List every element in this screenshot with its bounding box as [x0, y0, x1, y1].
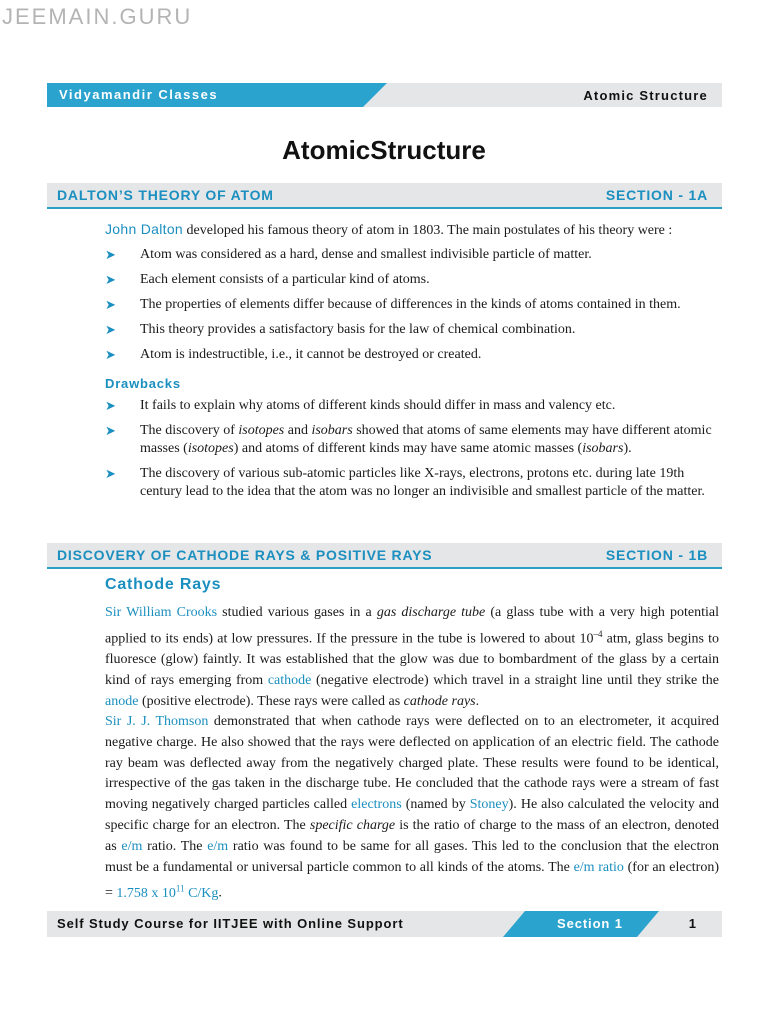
drawbacks-heading: Drawbacks: [105, 376, 181, 391]
postulates-list: [105, 246, 721, 364]
section-header-1a: [47, 183, 722, 209]
list-item-text: The discovery of various sub-atomic particles like X-rays, electrons, protons etc. during late 19th century lead to the idea that the atom was no longer an indivisible and smallest particle of the matter.: [140, 466, 705, 499]
highlight-name: Sir J. J. Thomson: [105, 714, 209, 729]
footer-course: Self Study Course for IITJEE with Online Support: [57, 916, 404, 931]
highlight-term: cathode: [267, 673, 312, 689]
list-item: [105, 346, 721, 364]
section-title: DALTON’S THEORY OF ATOM: [57, 187, 274, 203]
list-item-text: This theory provides a satisfactory basis for the law of chemical combination.: [140, 322, 576, 337]
header-topic: Atomic Structure: [583, 88, 708, 103]
page-number: 1: [688, 916, 696, 931]
section-code: SECTION - 1A: [605, 187, 708, 203]
footer-section: Section 1: [557, 916, 623, 931]
header-institute: Vidyamandir Classes: [59, 87, 219, 102]
crooks-paragraph: Sir William Crooks studied various gases in a gas discharge tube (a glass tube with a very high potential applied to its ends) at low pressures. If the pressure in the tube is lowered to about $10^{-4}$ atm, glass begins to fluoresce (glow) faintly. It was established that the glow was due to bombardment of the glass by a certain kind of rays emerging from cathode (negative electrode) which travel in a straight line until they strike the anode (positive electrode). These rays were called as cathode rays.: [105, 605, 719, 709]
highlight-term: e/m: [121, 838, 143, 854]
page-title: AtomicStructure: [282, 135, 486, 165]
page-header: [47, 83, 722, 107]
arrow-bullet-icon: ➤: [105, 248, 116, 263]
highlight-term: Stoney: [469, 797, 509, 813]
list-item-text: Each element consists of a particular kind of atoms.: [140, 272, 430, 287]
list-item: [105, 422, 721, 458]
highlight-name: John Dalton: [105, 221, 184, 237]
arrow-bullet-icon: ➤: [105, 348, 116, 363]
arrow-bullet-icon: ➤: [105, 399, 116, 414]
section-code: SECTION - 1B: [605, 547, 708, 563]
highlight-term: electrons: [351, 797, 402, 813]
arrow-bullet-icon: ➤: [105, 273, 116, 288]
highlight-term: anode: [105, 693, 139, 709]
list-item-text: It fails to explain why atoms of different kinds should differ in mass and valency etc.: [140, 398, 616, 413]
page-footer: [47, 911, 722, 937]
list-item: [105, 296, 721, 314]
section-header-1b: [47, 543, 722, 569]
watermark: JEEMAIN.GURU: [2, 4, 193, 29]
list-item: [105, 246, 721, 264]
highlight-value: 1.758 x $10^{11}$ C/Kg: [116, 883, 219, 902]
arrow-bullet-icon: ➤: [105, 424, 116, 439]
arrow-bullet-icon: ➤: [105, 467, 116, 482]
highlight-term: e/m ratio: [573, 859, 624, 875]
list-item: [105, 271, 721, 289]
section-title: DISCOVERY OF CATHODE RAYS & POSITIVE RAYS: [57, 547, 433, 563]
list-item-text: The discovery of isotopes and isobars showed that atoms of same elements may have different atomic masses (isotopes) and atoms of different kinds may have same atomic masses (isobars).: [140, 423, 712, 456]
arrow-bullet-icon: ➤: [105, 323, 116, 338]
highlight-name: Sir William Crooks: [105, 605, 218, 620]
list-item-text: Atom is indestructible, i.e., it cannot be destroyed or created.: [140, 347, 482, 362]
intro-text: developed his famous theory of atom in 1803. The main postulates of his theory were :: [183, 223, 673, 238]
list-item: [105, 397, 721, 415]
cathode-rays-heading: Cathode Rays: [105, 576, 222, 593]
list-item-text: The properties of elements differ because of differences in the kinds of atoms contained in them.: [140, 297, 681, 312]
dalton-intro: [105, 219, 719, 241]
list-item: [105, 321, 721, 339]
arrow-bullet-icon: ➤: [105, 298, 116, 313]
thomson-paragraph: Sir J. J. Thomson demonstrated that when cathode rays were deflected on to an electrometer, it acquired negative charge. He also showed that the rays were deflected on application of an electric field. The cathode ray beam was deflected away from the negatively charged plate. These results were found to be identical, irrespective of the gas taken in the discharge tube. He concluded that the cathode rays were a stream of fast moving negatively charged particles called electrons (named by Stoney). He also calculated the velocity and specific charge for an electron. The specific charge is the ratio of charge to the mass of an electron, denoted as e/m ratio. The e/m ratio was found to be same for all gases. This led to the conclusion that the electron must be a fundamental or universal particle common to all kinds of the atoms. The e/m ratio (for an electron) = 1.758 x $10^{11}$ C/Kg.: [105, 714, 720, 902]
list-item-text: Atom was considered as a hard, dense and smallest indivisible particle of matter.: [140, 247, 592, 262]
drawbacks-list: [105, 397, 721, 501]
highlight-term: e/m: [207, 838, 229, 854]
list-item: [105, 465, 721, 501]
